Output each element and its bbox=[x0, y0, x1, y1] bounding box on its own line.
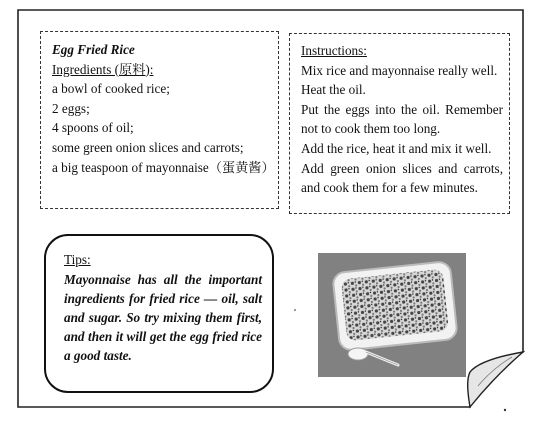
fried-rice bbox=[341, 269, 449, 341]
tips-text: Mayonnaise has all the important ingredients for fried rice — oil, salt and sugar. So try mixing them first, and then it will get the egg fried rice a good taste. bbox=[64, 271, 262, 363]
tips-panel bbox=[44, 234, 274, 393]
ingredient-item: a big teaspoon of mayonnaise（蛋黄酱） bbox=[52, 159, 275, 175]
scan-speck bbox=[294, 309, 296, 311]
instructions-heading: Instructions: bbox=[301, 43, 367, 58]
instruction-step: Mix rice and mayonnaise really well. bbox=[301, 62, 498, 78]
spoon-bowl bbox=[348, 348, 368, 360]
instruction-step: Add the rice, heat it and mix it well. bbox=[301, 140, 492, 156]
instruction-step: Heat the oil. bbox=[301, 82, 366, 98]
ingredient-item: 2 eggs; bbox=[52, 100, 90, 116]
fried-rice-photo bbox=[318, 253, 466, 377]
instruction-step: Put the eggs into the oil. Remember not to cook them too long. bbox=[301, 101, 503, 137]
recipe-title: Egg Fried Rice bbox=[52, 42, 135, 57]
ingredient-item: 4 spoons of oil; bbox=[52, 120, 134, 136]
ingredient-item: a bowl of cooked rice; bbox=[52, 81, 170, 97]
scan-speck bbox=[504, 409, 506, 411]
ingredients-heading: Ingredients (原料): bbox=[52, 61, 154, 77]
instruction-step: Add green onion slices and carrots, and cook them for a few minutes. bbox=[301, 160, 503, 196]
instructions-panel bbox=[289, 33, 510, 214]
ingredients-panel bbox=[40, 31, 279, 209]
tips-heading: Tips: bbox=[64, 252, 91, 267]
ingredient-item: some green onion slices and carrots; bbox=[52, 139, 244, 155]
